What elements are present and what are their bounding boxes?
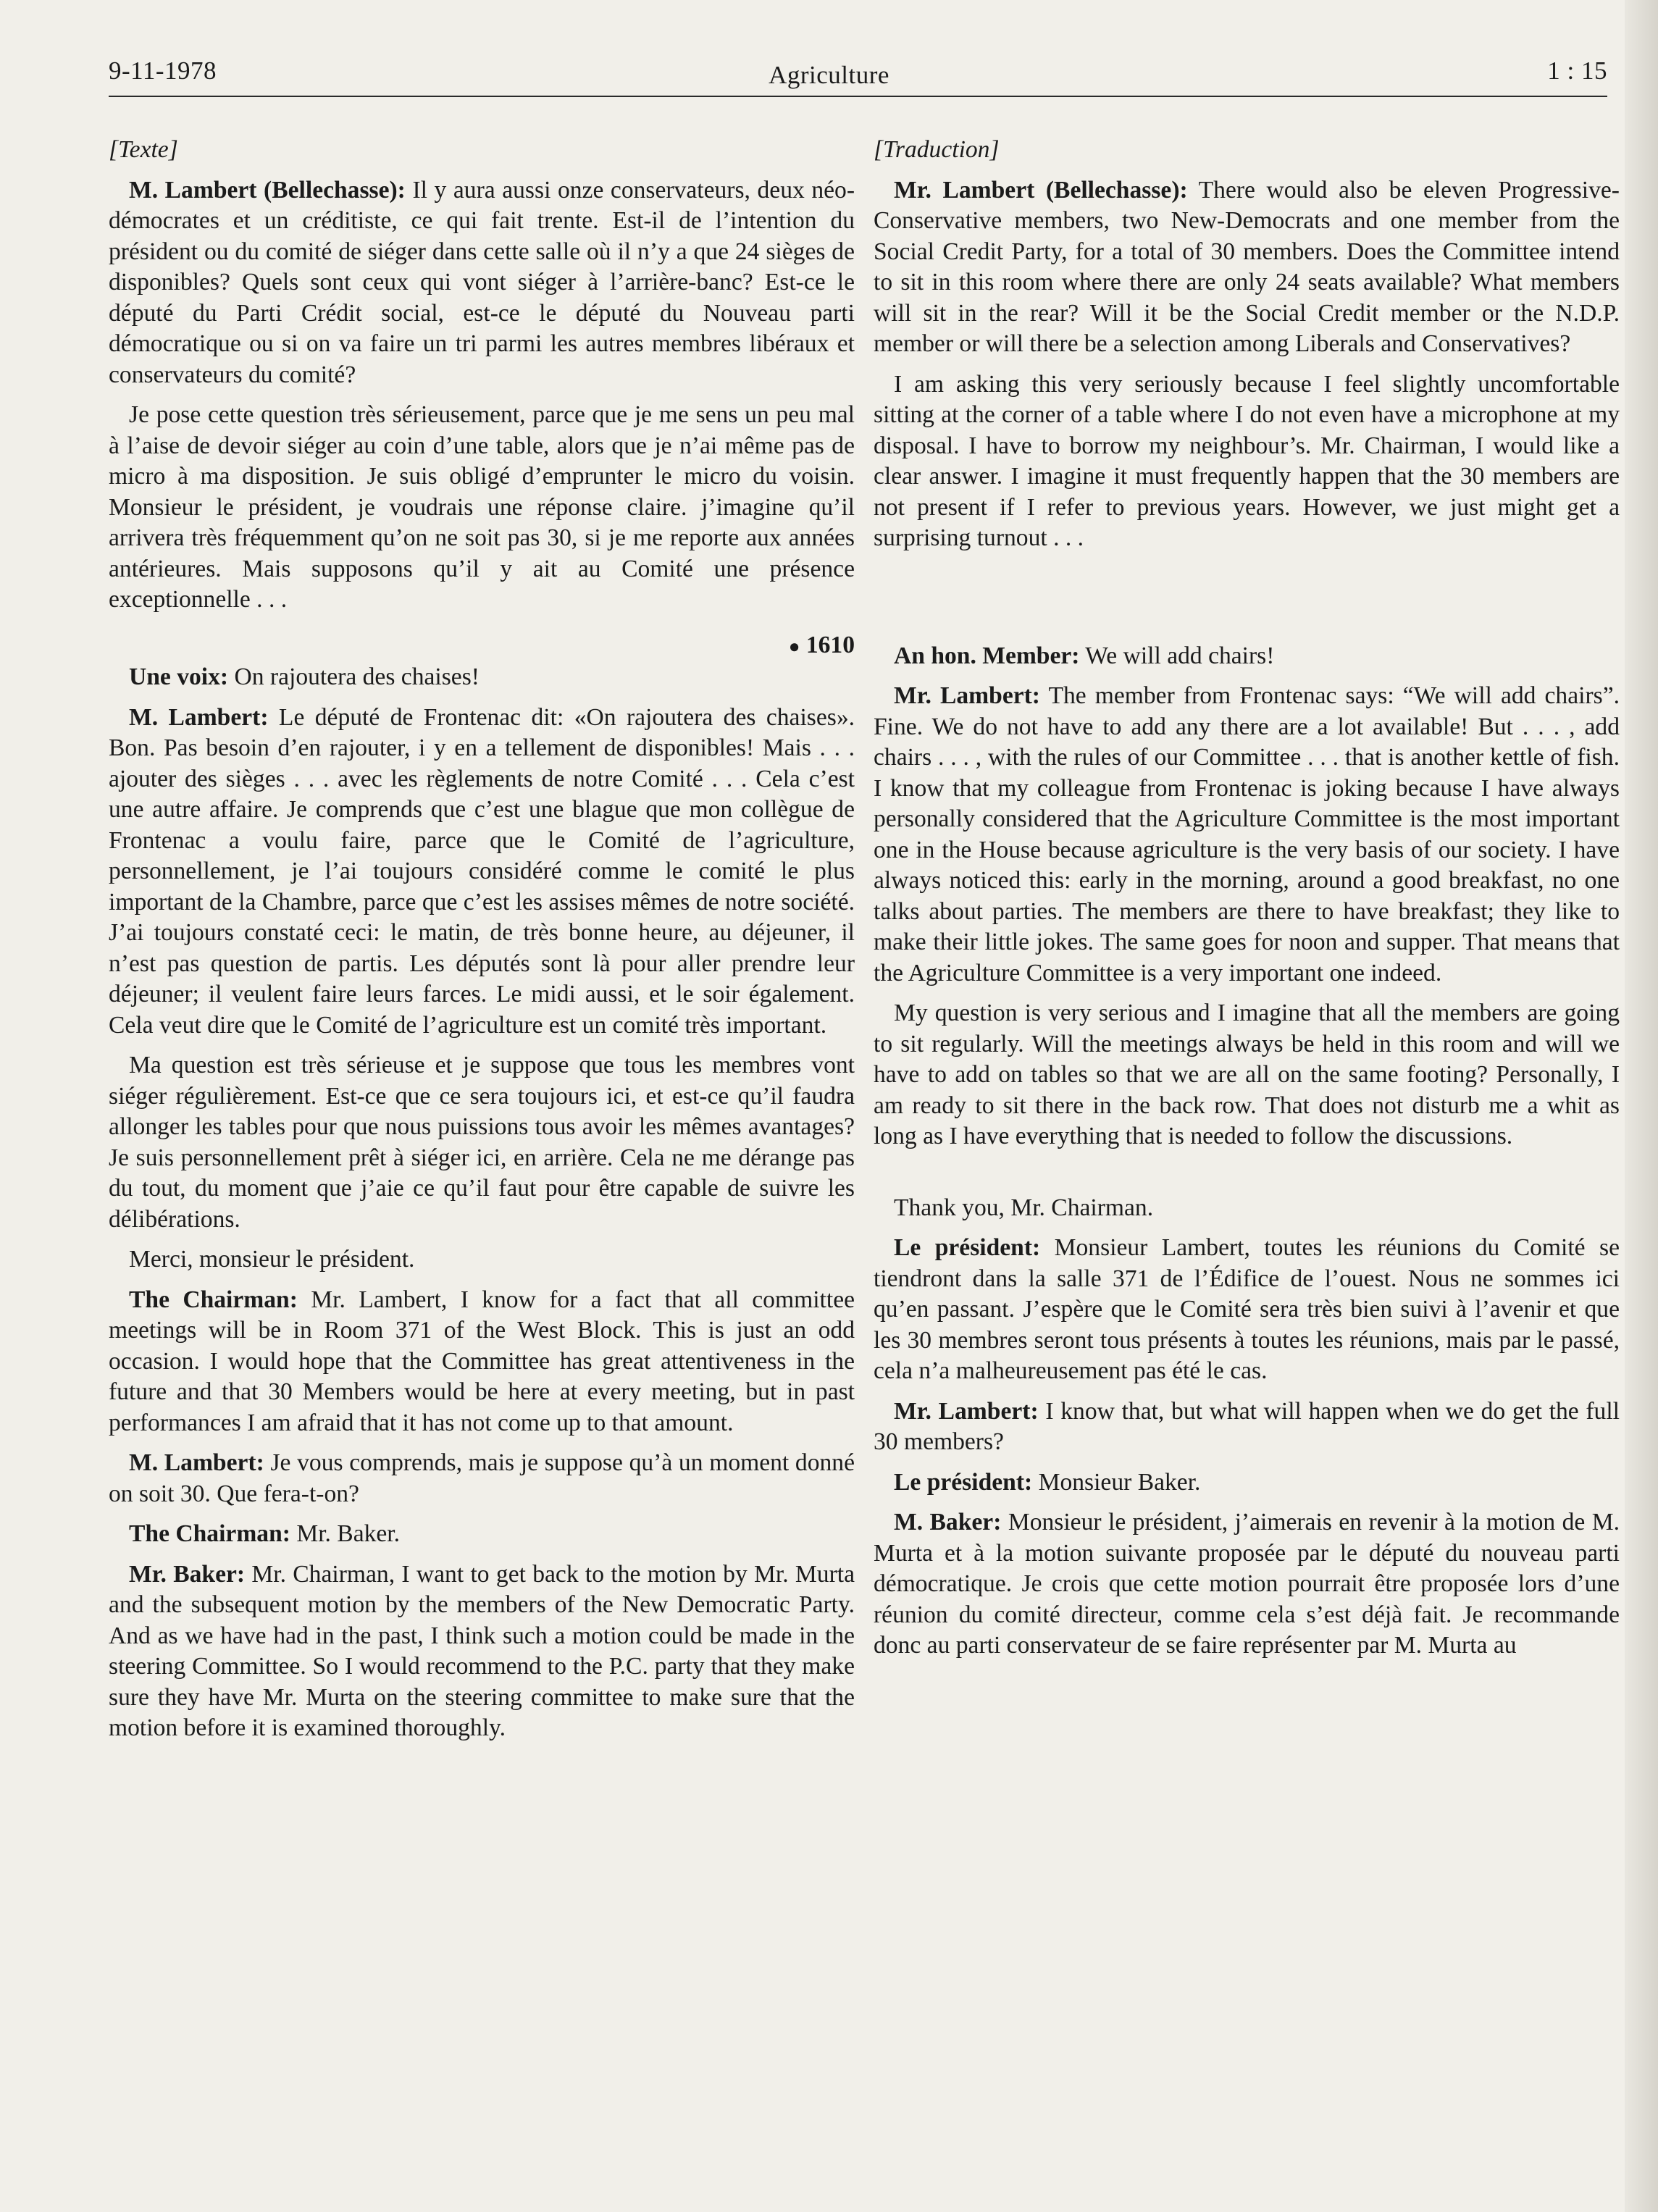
speaker: Le président: bbox=[894, 1468, 1033, 1496]
speaker: Mr. Lambert: bbox=[894, 682, 1040, 709]
paragraph bbox=[874, 1396, 1620, 1458]
paragraph-text: Mr. Baker. bbox=[290, 1520, 401, 1548]
paragraph: Merci, monsieur le président. bbox=[129, 1246, 415, 1273]
paragraph-text: Monsieur Lambert, toutes les réunions du Comité se tiendront dans la salle 371 de l’Édifice de l’ouest. Nous ne sommes ici qu’en passant. J’espère que le Comité sera très bien suivi à l’avenir et que les 30 membres seront tous présents à toutes les réunions, mais par le passé, cela n’a malheureusement pas été le cas. bbox=[874, 1234, 1620, 1384]
left-column bbox=[109, 135, 855, 1754]
speaker: The Chairman: bbox=[129, 1520, 290, 1548]
header-rule bbox=[109, 96, 1607, 97]
page-edge-shadow bbox=[1625, 0, 1658, 2212]
bracket-open: [ bbox=[109, 136, 119, 163]
bracket-close: ] bbox=[989, 136, 1000, 163]
speaker: M. Lambert (Bellechasse): bbox=[129, 176, 406, 204]
paragraph-text: I know that, but what will happen when we do get the full 30 members? bbox=[874, 1397, 1620, 1455]
header-date: 9-11-1978 bbox=[109, 56, 217, 85]
paragraph bbox=[109, 1559, 855, 1744]
paragraph-text: We will add chairs! bbox=[1079, 642, 1275, 669]
paragraph-text: Le député de Frontenac dit: «On rajoutera des chaises». Bon. Pas besoin d’en rajouter, i y en a tellement de disponibles! Mais . . . ajouter des sièges . . . avec les règlements de notre Comité . . . Cela c’est une autre affaire. Je comprends que c’est une blague que mon collègue de Frontenac a voulu faire, parce que le Comité de l’agriculture, personnellement, je l’ai toujours considéré comme le comité le plus important de la Chambre, parce que c’est les assises mêmes de notre société. J’ai toujours constaté ceci: le matin, de très bonne heure, au déjeuner, il n’est pas question de partis. Les députés sont là pour aller prendre leur déjeuner; il veulent faire leurs farces. Le midi aussi, et le soir également. Cela veut dire que le Comité de l’agriculture est un comité très important. bbox=[109, 703, 855, 1039]
paragraph-text: Mr. Chairman, I want to get back to the motion by Mr. Murta and the subsequent motion by the members of the New Democratic Party. And as we have had in the past, I think such a motion could be made in the steering Committee. So I would recommend to the P.C. party that they make sure they have Mr. Murta on the steering committee to make sure that the motion before it is examined thoroughly. bbox=[109, 1560, 855, 1742]
paragraph bbox=[109, 1448, 855, 1509]
time-marker-text: 1610 bbox=[805, 631, 855, 658]
paragraph-text: Je vous comprends, mais je suppose qu’à un moment donné on soit 30. Que fera-t-on? bbox=[109, 1449, 855, 1507]
bracket-open: [ bbox=[874, 136, 884, 163]
paragraph bbox=[874, 681, 1620, 989]
paragraph bbox=[109, 175, 855, 391]
time-marker bbox=[109, 630, 855, 663]
section-label bbox=[109, 135, 855, 166]
paragraph: My question is very serious and I imagine that all the members are going to sit regularly. Will the meetings always be held in this room and will we have to add on tables so that we are all on the same footing? Personally, I am ready to sit there in the back row. That does not disturb me a whit as long as I have everything that is needed to follow the discussions. bbox=[874, 1000, 1620, 1149]
section-label-text: Traduction bbox=[883, 136, 990, 163]
speaker: M. Baker: bbox=[894, 1509, 1002, 1536]
header-title: Agriculture bbox=[769, 61, 889, 89]
paragraph: Thank you, Mr. Chairman. bbox=[894, 1194, 1154, 1221]
paragraph-text: Monsieur le président, j’aimerais en revenir à la motion de M. Murta et à la motion suivante proposée par le député du nouveau parti démocratique. Je crois que cette motion pourrait être proposée lors d’une réunion du comité directeur, comme cela s’est déjà fait. Je recommande donc au parti conservateur de se faire représenter par M. Murta au bbox=[874, 1509, 1620, 1659]
paragraph bbox=[109, 1519, 855, 1550]
paragraph bbox=[109, 662, 855, 693]
speaker: Mr. Baker: bbox=[129, 1560, 246, 1588]
paragraph bbox=[109, 703, 855, 1042]
paragraph-text: On rajoutera des chaises! bbox=[228, 663, 480, 691]
paragraph bbox=[109, 1285, 855, 1439]
paragraph-text: There would also be eleven Progressive-Conservative members, two New-Democrats and one member from the Social Credit Party, for a total of 30 members. Does the Committee intend to sit in this room where there are only 24 seats available? What members will sit in the rear? Will it be the Social Credit member or the N.D.P. member or will there be a selection among Liberals and Conservatives? bbox=[874, 176, 1620, 357]
paragraph-text: Monsieur Baker. bbox=[1032, 1468, 1201, 1496]
header-page-number: 1 : 15 bbox=[1547, 56, 1607, 85]
speaker: Mr. Lambert (Bellechasse): bbox=[894, 176, 1188, 204]
paragraph-text: Mr. Lambert, I know for a fact that all committee meetings will be in Room 371 of the West Block. This is just an odd occasion. I would hope that the Committee has great attentiveness in the future and that 30 Members would be here at every meeting, but in past performances I am afraid that it has not come up to that amount. bbox=[109, 1286, 855, 1436]
right-column bbox=[874, 135, 1620, 1671]
speaker: M. Lambert: bbox=[129, 1449, 264, 1477]
bullet-icon: ● bbox=[788, 635, 800, 657]
section-label-text: Texte bbox=[118, 136, 169, 163]
paragraph: Ma question est très sérieuse et je suppose que tous les membres vont siéger régulièrement. Est-ce que ce sera toujours ici, et est-ce qu’il faudra allonger les tables pour que nous puissions tous avoir les mêmes avantages? Je suis personnellement prêt à siéger ici, en arrière. Cela ne me dérange pas du tout, du moment que j’aie ce qu’il faut pour être capable de suivre les délibérations. bbox=[109, 1052, 855, 1233]
paragraph bbox=[874, 641, 1620, 672]
speaker: Le président: bbox=[894, 1234, 1041, 1261]
paragraph bbox=[874, 1233, 1620, 1387]
speaker: Mr. Lambert: bbox=[894, 1397, 1039, 1425]
paragraph bbox=[874, 175, 1620, 360]
speaker: An hon. Member: bbox=[894, 642, 1080, 669]
bracket-close: ] bbox=[168, 136, 178, 163]
paragraph: Je pose cette question très sérieusement, parce que je me sens un peu mal à l’aise de devoir siéger au coin d’une table, alors que je n’ai même pas de micro à ma disposition. Je suis obligé d’emprunter le micro du voisin. Monsieur le président, je voudrais une réponse claire. j’imagine qu’il arrivera très fréquemment qu’on ne soit pas 30, si je me reporte aux années antérieures. Mais supposons qu’il y ait au Comité une présence exceptionnelle . . . bbox=[109, 401, 855, 613]
speaker: Une voix: bbox=[129, 663, 229, 691]
paragraph bbox=[874, 1507, 1620, 1662]
paragraph-text: The member from Frontenac says: “We will add chairs”. Fine. We do not have to add any there are a lot available! But . . . , add chairs . . . , with the rules of our Committee . . . that is another kettle of fish. I know that my colleague from Frontenac is joking because I have always personally considered that the Agriculture Committee is the most important one in the House because agriculture is the very basis of our society. I have always noticed this: early in the morning, around a good breakfast, no one talks about parties. The members are there to have breakfast; they like to make their little jokes. The same goes for noon and supper. That means that the Agriculture Committee is a very important one indeed. bbox=[874, 682, 1620, 986]
section-label bbox=[874, 135, 1620, 166]
paragraph bbox=[874, 1467, 1620, 1499]
speaker: M. Lambert: bbox=[129, 703, 269, 731]
paragraph-text: Il y aura aussi onze conservateurs, deux néo-démocrates et un créditiste, ce qui fait trente. Est-il de l’intention du président ou du comité de siéger dans cette salle où il n’y a que 24 sièges de disponibles? Quels sont ceux qui vont siéger à l’arrière-banc? Est-ce le député du Parti Crédit social, est-ce le député du Nouveau parti démocratique ou si on va faire un tri parmi les autres membres libéraux et conservateurs du comité? bbox=[109, 176, 855, 388]
paragraph: I am asking this very seriously because I feel slightly uncomfortable sitting at the corner of a table where I do not even have a microphone at my disposal. I have to borrow my neighbour’s. Mr. Chairman, I would like a clear answer. I imagine it must frequently happen that the 30 members are not present if I refer to previous years. However, we just might get a surprising turnout . . . bbox=[874, 370, 1620, 551]
speaker: The Chairman: bbox=[129, 1286, 298, 1313]
